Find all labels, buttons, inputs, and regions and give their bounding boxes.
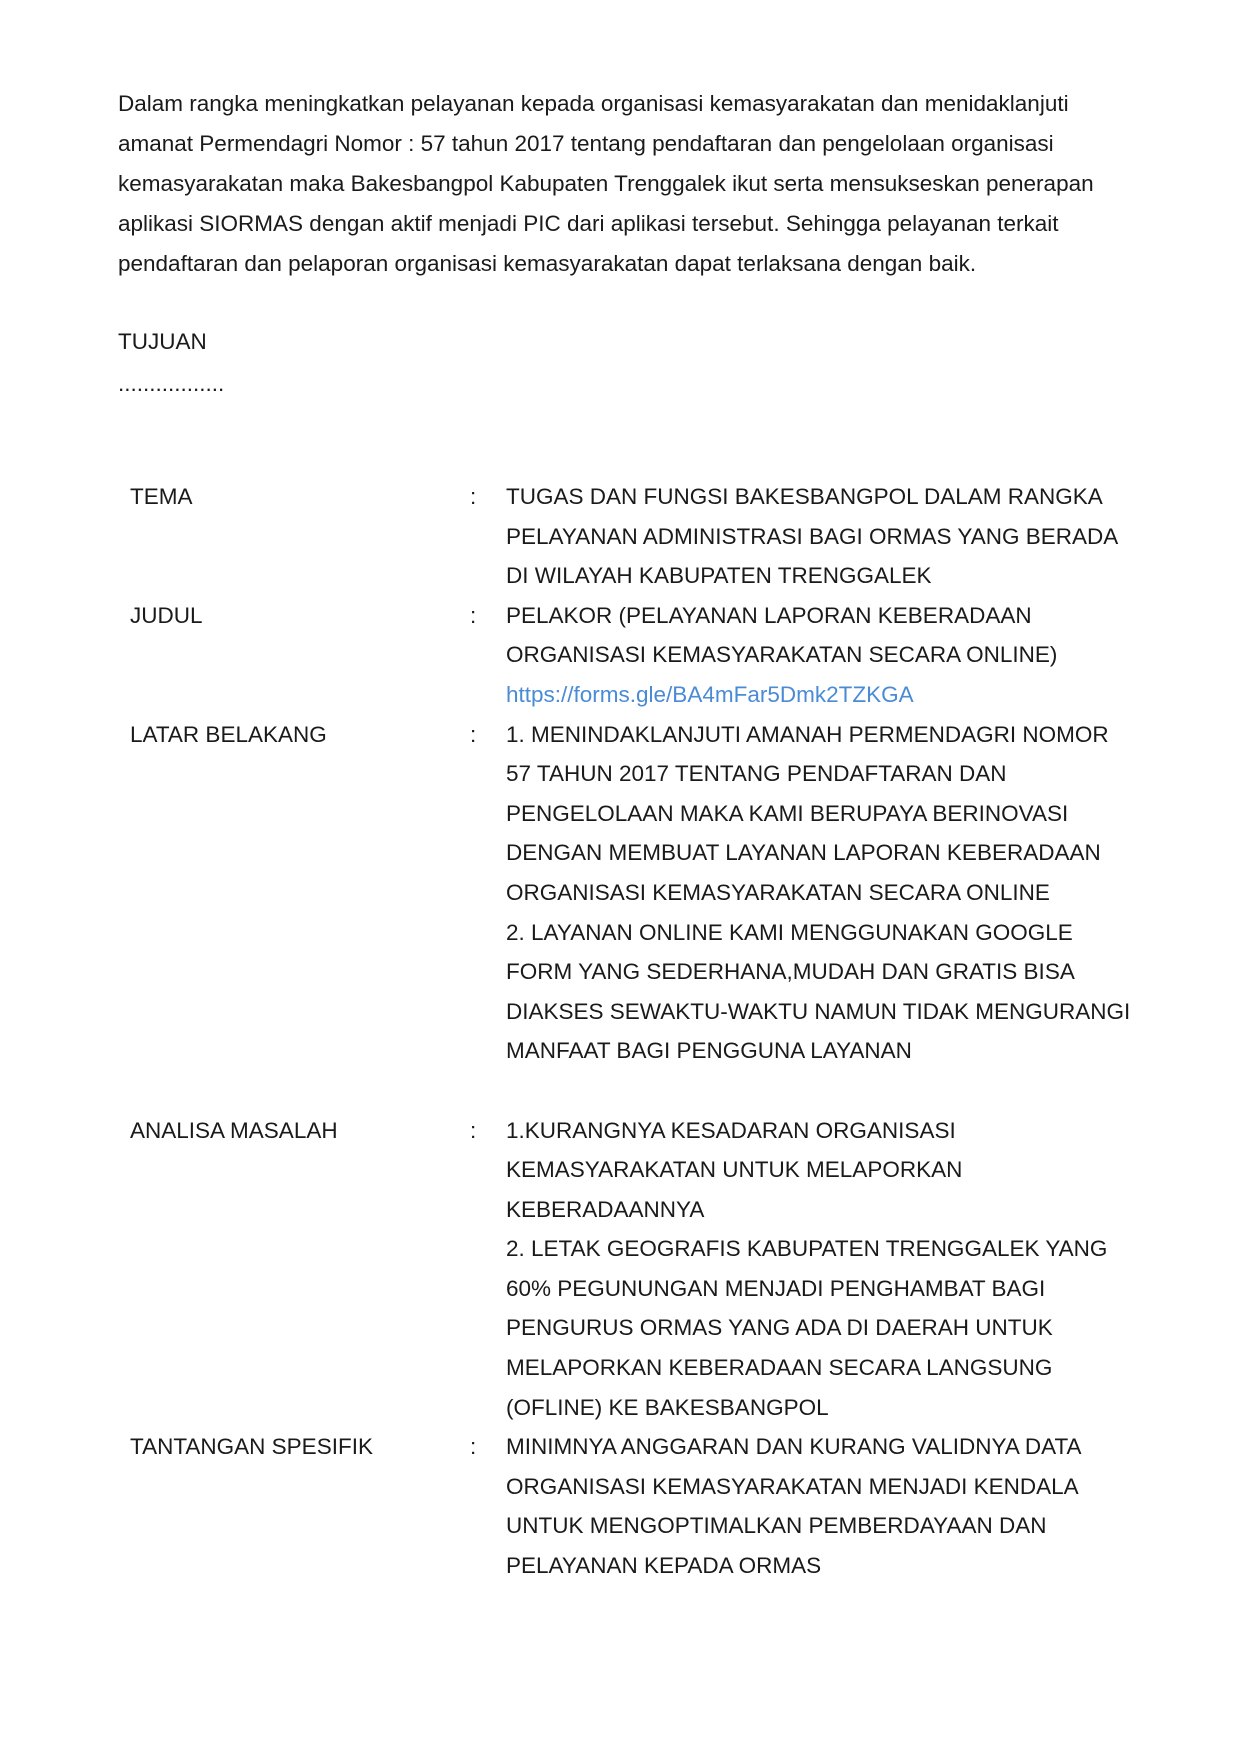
value-line: FORM YANG SEDERHANA,MUDAH DAN GRATIS BISA — [506, 959, 1075, 985]
value-line: PENGELOLAAN MAKA KAMI BERUPAYA BERINOVASI — [506, 800, 1069, 826]
row-separator: : — [470, 721, 477, 747]
intro-line: aplikasi SIORMAS dengan aktif menjadi PIC dari aplikasi tersebut. Sehingga pelayanan terkait — [118, 211, 1059, 236]
value-line: ORGANISASI KEMASYARAKATAN SECARA ONLINE) — [506, 642, 1058, 668]
value-line: 2. LETAK GEOGRAFIS KABUPATEN TRENGGALEK YANG — [506, 1236, 1108, 1262]
form-link[interactable]: https://forms.gle/BA4mFar5Dmk2TZKGA — [506, 681, 914, 707]
value-line: PELAYANAN KEPADA ORMAS — [506, 1553, 822, 1579]
value-line: 2. LAYANAN ONLINE KAMI MENGGUNAKAN GOOGLE — [506, 919, 1073, 945]
row-label: TANTANGAN SPESIFIK — [130, 1434, 373, 1460]
intro-line: kemasyarakatan maka Bakesbangpol Kabupaten Trenggalek ikut serta mensukseskan penerapan — [118, 171, 1094, 196]
row-value — [506, 477, 1140, 596]
row-value — [506, 1111, 1140, 1428]
value-line: 60% PEGUNUNGAN MENJADI PENGHAMBAT BAGI — [506, 1275, 1046, 1301]
row-value — [506, 1427, 1140, 1585]
info-table — [130, 477, 1140, 1586]
row-label: LATAR BELAKANG — [130, 721, 327, 747]
row-separator: : — [470, 602, 477, 628]
value-line: UNTUK MENGOPTIMALKAN PEMBERDAYAAN DAN — [506, 1513, 1047, 1539]
value-line: KEBERADAANNYA — [506, 1196, 705, 1222]
value-line: DIAKSES SEWAKTU-WAKTU NAMUN TIDAK MENGURANGI — [506, 998, 1131, 1024]
row-tantangan-spesifik — [130, 1427, 1140, 1585]
row-tema — [130, 477, 1140, 596]
row-value — [506, 715, 1140, 1071]
row-analisa-masalah — [130, 1111, 1140, 1428]
value-line: ORGANISASI KEMASYARAKATAN SECARA ONLINE — [506, 879, 1050, 905]
intro-line: amanat Permendagri Nomor : 57 tahun 2017 tentang pendaftaran dan pengelolaan organisasi — [118, 131, 1054, 156]
value-line: PENGURUS ORMAS YANG ADA DI DAERAH UNTUK — [506, 1315, 1053, 1341]
row-label: JUDUL — [130, 602, 203, 628]
value-line: 1.KURANGNYA KESADARAN ORGANISASI — [506, 1117, 956, 1143]
intro-line: pendaftaran dan pelaporan organisasi kemasyarakatan dapat terlaksana dengan baik. — [118, 251, 977, 276]
value-line: MANFAAT BAGI PENGGUNA LAYANAN — [506, 1038, 912, 1064]
row-label: TEMA — [130, 484, 193, 509]
value-line: TUGAS DAN FUNGSI BAKESBANGPOL DALAM RANGKA — [506, 484, 1103, 509]
row-separator: : — [470, 484, 477, 509]
spacer — [130, 1071, 1140, 1111]
value-line: MINIMNYA ANGGARAN DAN KURANG VALIDNYA DATA — [506, 1434, 1082, 1460]
tujuan-heading: TUJUAN — [118, 329, 207, 354]
value-line: 57 TAHUN 2017 TENTANG PENDAFTARAN DAN — [506, 761, 1007, 787]
row-separator: : — [470, 1117, 477, 1143]
row-judul — [130, 596, 1140, 715]
value-line: PELAKOR (PELAYANAN LAPORAN KEBERADAAN — [506, 602, 1032, 628]
row-separator: : — [470, 1434, 477, 1460]
value-line: KEMASYARAKATAN UNTUK MELAPORKAN — [506, 1157, 963, 1183]
intro-line: Dalam rangka meningkatkan pelayanan kepada organisasi kemasyarakatan dan menidaklanjuti — [118, 91, 1069, 116]
row-latar-belakang — [130, 715, 1140, 1071]
value-line: DI WILAYAH KABUPATEN TRENGGALEK — [506, 563, 932, 589]
value-line: MELAPORKAN KEBERADAAN SECARA LANGSUNG — [506, 1355, 1053, 1381]
value-line: (OFLINE) KE BAKESBANGPOL — [506, 1394, 829, 1420]
value-line: PELAYANAN ADMINISTRASI BAGI ORMAS YANG BERADA — [506, 523, 1119, 549]
tujuan-placeholder: ................. — [118, 371, 225, 396]
value-line: DENGAN MEMBUAT LAYANAN LAPORAN KEBERADAAN — [506, 840, 1101, 866]
intro-paragraph — [118, 84, 1128, 284]
row-label: ANALISA MASALAH — [130, 1117, 338, 1143]
value-line: ORGANISASI KEMASYARAKATAN MENJADI KENDALA — [506, 1473, 1079, 1499]
value-line: 1. MENINDAKLANJUTI AMANAH PERMENDAGRI NOMOR — [506, 721, 1109, 747]
row-value — [506, 596, 1140, 715]
